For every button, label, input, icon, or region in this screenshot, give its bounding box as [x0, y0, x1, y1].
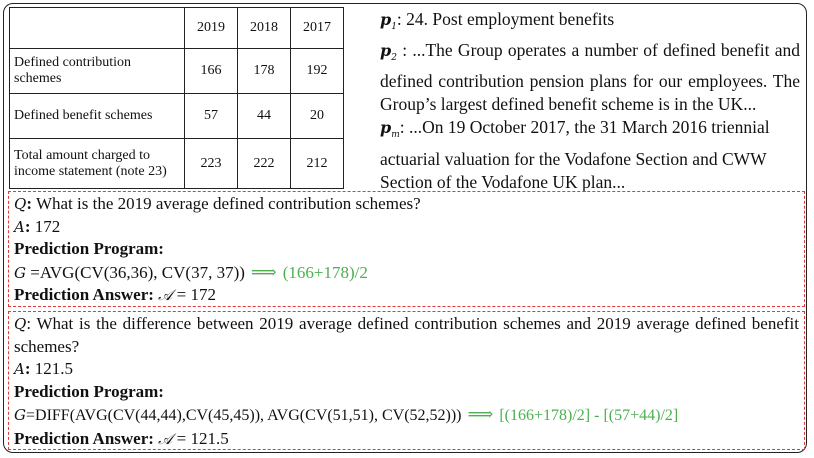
table-header-cell: [10, 8, 185, 49]
paragraph-symbol: $p_1$: [380, 10, 397, 33]
table-row: [10, 139, 344, 189]
table-cell: 44: [238, 94, 291, 139]
row-label: Defined contribution schemes: [10, 49, 185, 94]
program-line: G =AVG(CV(36,36), CV(37, 37)) ⟹ (166+178)/2: [14, 261, 368, 282]
example-box-1: [8, 191, 805, 307]
prediction-text: = 121.5: [176, 428, 229, 448]
program-expansion: (166+178)/2: [282, 262, 368, 282]
program-text: =DIFF(AVG(CV(44,44),CV(45,45)), AVG(CV(51,51), CV(52,52))): [25, 407, 462, 424]
program-line: G=DIFF(AVG(CV(44,44),CV(45,45)), AVG(CV(51,51), CV(52,52))) ⟹ [(166+178)/2] - [(57+44)/2]: [14, 404, 679, 424]
prediction-line: Prediction Answer: 𝒜 = 172: [14, 285, 216, 304]
table-cell: 212: [291, 139, 344, 189]
prediction-line: Prediction Answer: 𝒜 = 121.5: [14, 428, 229, 448]
table-cell: 223: [185, 139, 238, 189]
question-text: What is the difference between 2019 average defined contribution schemes and 2019 average defined benefit schemes?: [14, 314, 799, 356]
table-cell: 20: [291, 94, 344, 139]
answer-text: 121.5: [34, 359, 74, 378]
table-header-cell: 2018: [238, 8, 291, 49]
row-label: Total amount charged to income statement (note 23): [10, 139, 185, 189]
table-cell: 166: [185, 49, 238, 94]
table-cell: 57: [185, 94, 238, 139]
question-line: Q: What is the 2019 average defined contribution schemes?: [14, 194, 421, 213]
paragraph-text: : 24. Post employment benefits: [396, 9, 615, 29]
program-label: Prediction Program:: [14, 381, 164, 401]
table-cell: 178: [238, 49, 291, 94]
answer-text: 172: [34, 216, 61, 236]
row-label: Defined benefit schemes: [10, 94, 185, 139]
implies-arrow-icon: ⟹: [250, 261, 277, 282]
paragraph-symbol: $p_m$: [380, 118, 400, 141]
table-cell: 222: [238, 139, 291, 189]
question-text: What is the 2019 average defined contribution schemes?: [35, 194, 421, 213]
table-header-row: [10, 8, 344, 49]
prediction-text: = 172: [176, 285, 216, 304]
table-row: [10, 94, 344, 139]
program-expansion: [(166+178)/2] - [(57+44)/2]: [499, 407, 679, 424]
paragraph-text: : ...On 19 October 2017, the 31 March 2016 triennial actuarial valuation for the Vodafone Section and CWW Section of the Vodafone UK plan...: [380, 117, 770, 192]
implies-arrow-icon: ⟹: [467, 404, 494, 424]
table-header-cell: 2019: [185, 8, 238, 49]
paragraph: [380, 8, 800, 39]
question-line: Q: What is the difference between 2019 average defined contribution schemes and 2019 average defined benefit schemes?: [14, 314, 799, 356]
paragraph-text: : ...The Group operates a number of defined benefit and defined contribution pension plans for our employees. The Group’s largest defined benefit scheme is in the UK...: [380, 40, 800, 115]
data-table: [9, 7, 344, 189]
answer-line: A: 121.5: [14, 359, 74, 378]
program-label: Prediction Program:: [14, 239, 164, 258]
table-header-cell: 2017: [291, 8, 344, 49]
paragraph: [380, 39, 800, 116]
paragraph: [380, 116, 800, 193]
program-text: =AVG(CV(36,36), CV(37, 37)): [30, 262, 245, 282]
table-cell: 192: [291, 49, 344, 94]
paragraph-symbol: $p_2$: [380, 41, 397, 64]
answer-line: A: 172: [14, 216, 61, 236]
table-row: [10, 49, 344, 94]
example-box-2: [8, 311, 805, 450]
context-paragraphs: [380, 8, 800, 194]
